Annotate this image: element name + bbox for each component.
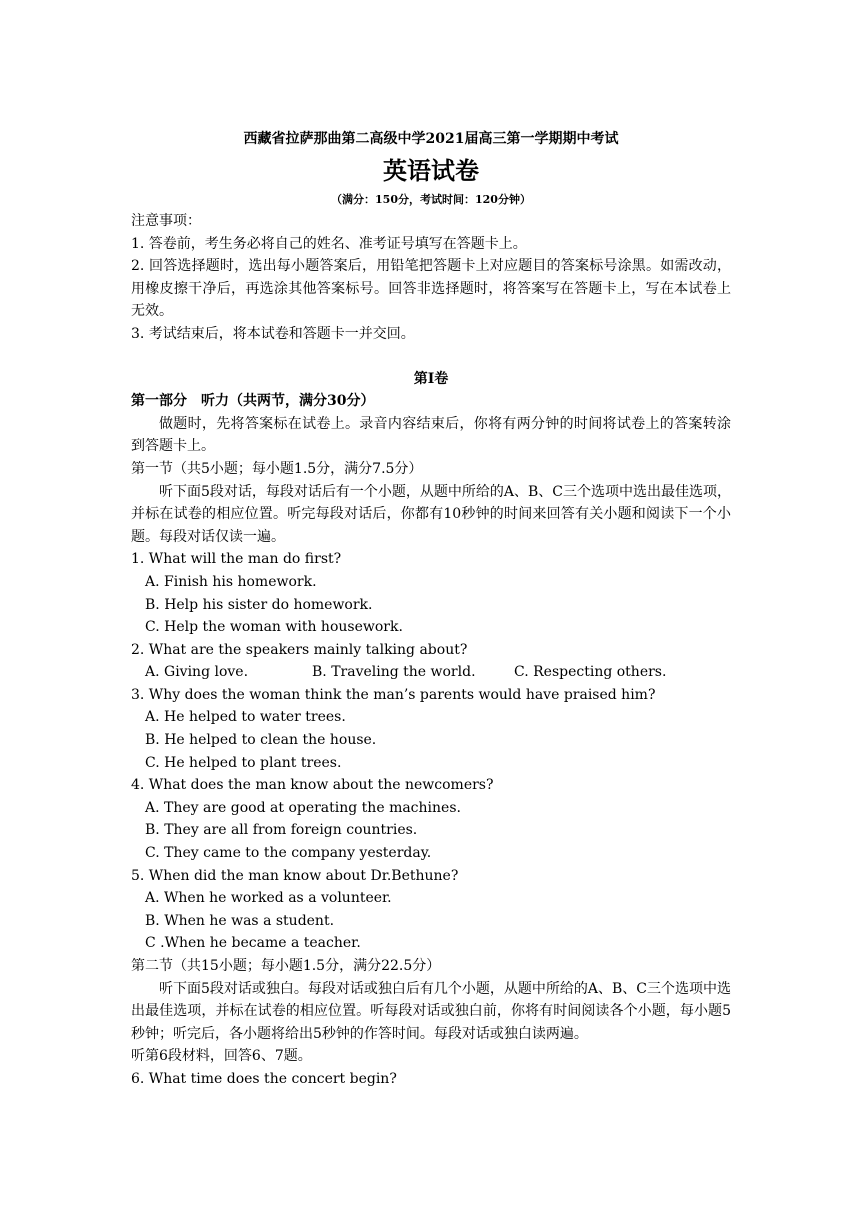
part1-title: 第一部分 听力（共两节，满分30分） — [131, 393, 375, 410]
notice-item-2: 2. 回答选择题时，选出每小题答案后，用铅笔把答题卡上对应题目的答案标号涂黑。如需改动，用橡皮擦干净后，再选涂其他答案标号。回答非选择题时，将答案写在答题卡上，写在本试卷上无效。 — [131, 258, 731, 320]
question-2-option-c: C. Respecting others. — [514, 664, 667, 681]
question-2-options — [131, 661, 731, 684]
notice-item-1: 1. 答卷前，考生务必将自己的姓名、准考证号填写在答题卡上。 — [131, 235, 527, 252]
question-4-option-a: A. They are good at operating the machines. — [145, 799, 461, 816]
question-2-stem: 2. What are the speakers mainly talking about? — [131, 641, 468, 658]
question-1-option-c: C. Help the woman with housework. — [145, 619, 403, 636]
exam-meta: （满分：150分，考试时间：120分钟） — [331, 193, 531, 206]
exam-title: 西藏省拉萨那曲第二高级中学2021届高三第一学期期中考试 — [243, 131, 619, 147]
question-5-stem: 5. When did the man know about Dr.Bethune? — [131, 867, 459, 884]
question-3-option-c: C. He helped to plant trees. — [145, 754, 342, 771]
volume-title: 第Ⅰ卷 — [413, 370, 449, 387]
question-1-option-a: A. Finish his homework. — [145, 573, 317, 590]
part1-instruction: 做题时，先将答案标在试卷上。录音内容结束后，你将有两分钟的时间将试卷上的答案转涂到答题卡上。 — [131, 415, 731, 455]
question-3-option-b: B. He helped to clean the house. — [145, 732, 377, 749]
section1-title: 第一节（共5小题；每小题1.5分，满分7.5分） — [131, 460, 423, 477]
question-4-option-c: C. They came to the company yesterday. — [145, 845, 432, 862]
question-5-option-a: A. When he worked as a volunteer. — [145, 890, 392, 907]
question-3-stem: 3. Why does the woman think the man’s parents would have praised him? — [131, 686, 656, 703]
section1-instruction: 听下面5段对话，每段对话后有一个小题，从题中所给的A、B、C三个选项中选出最佳选项，并标在试卷的相应位置。听完每段对话后，你都有10秒钟的时间来回答有关小题和阅读下一个小题。每段对话仅读一遍。 — [131, 483, 732, 545]
notice-title: 注意事项： — [131, 213, 201, 229]
exam-page — [131, 124, 731, 1091]
section2-material-note: 听第6段材料，回答6、7题。 — [131, 1048, 312, 1065]
question-6-stem: 6. What time does the concert begin? — [131, 1070, 397, 1087]
subject-title: 英语试卷 — [383, 156, 479, 185]
question-3-option-a: A. He helped to water trees. — [145, 709, 346, 726]
question-5-option-c: C .When he became a teacher. — [145, 935, 361, 952]
section2-instruction: 听下面5段对话或独白。每段对话或独白后有几个小题，从题中所给的A、B、C三个选项中选出最佳选项，并标在试卷的相应位置。听每段对话或独白前，你将有时间阅读各个小题，每小题5秒钟；听完后，各小题将给出5秒钟的作答时间。每段对话或独白读两遍。 — [131, 980, 732, 1042]
question-4-option-b: B. They are all from foreign countries. — [145, 822, 418, 839]
question-1-option-b: B. Help his sister do homework. — [145, 596, 373, 613]
question-2-option-b: B. Traveling the world. — [312, 664, 476, 681]
question-2-option-a: A. Giving love. — [145, 664, 249, 681]
question-5-option-b: B. When he was a student. — [145, 912, 335, 929]
question-1-stem: 1. What will the man do first? — [131, 551, 342, 568]
section2-title: 第二节（共15小题；每小题1.5分，满分22.5分） — [131, 958, 441, 974]
question-4-stem: 4. What does the man know about the newcomers? — [131, 777, 494, 794]
notice-item-3: 3. 考试结束后，将本试卷和答题卡一并交回。 — [131, 325, 415, 342]
